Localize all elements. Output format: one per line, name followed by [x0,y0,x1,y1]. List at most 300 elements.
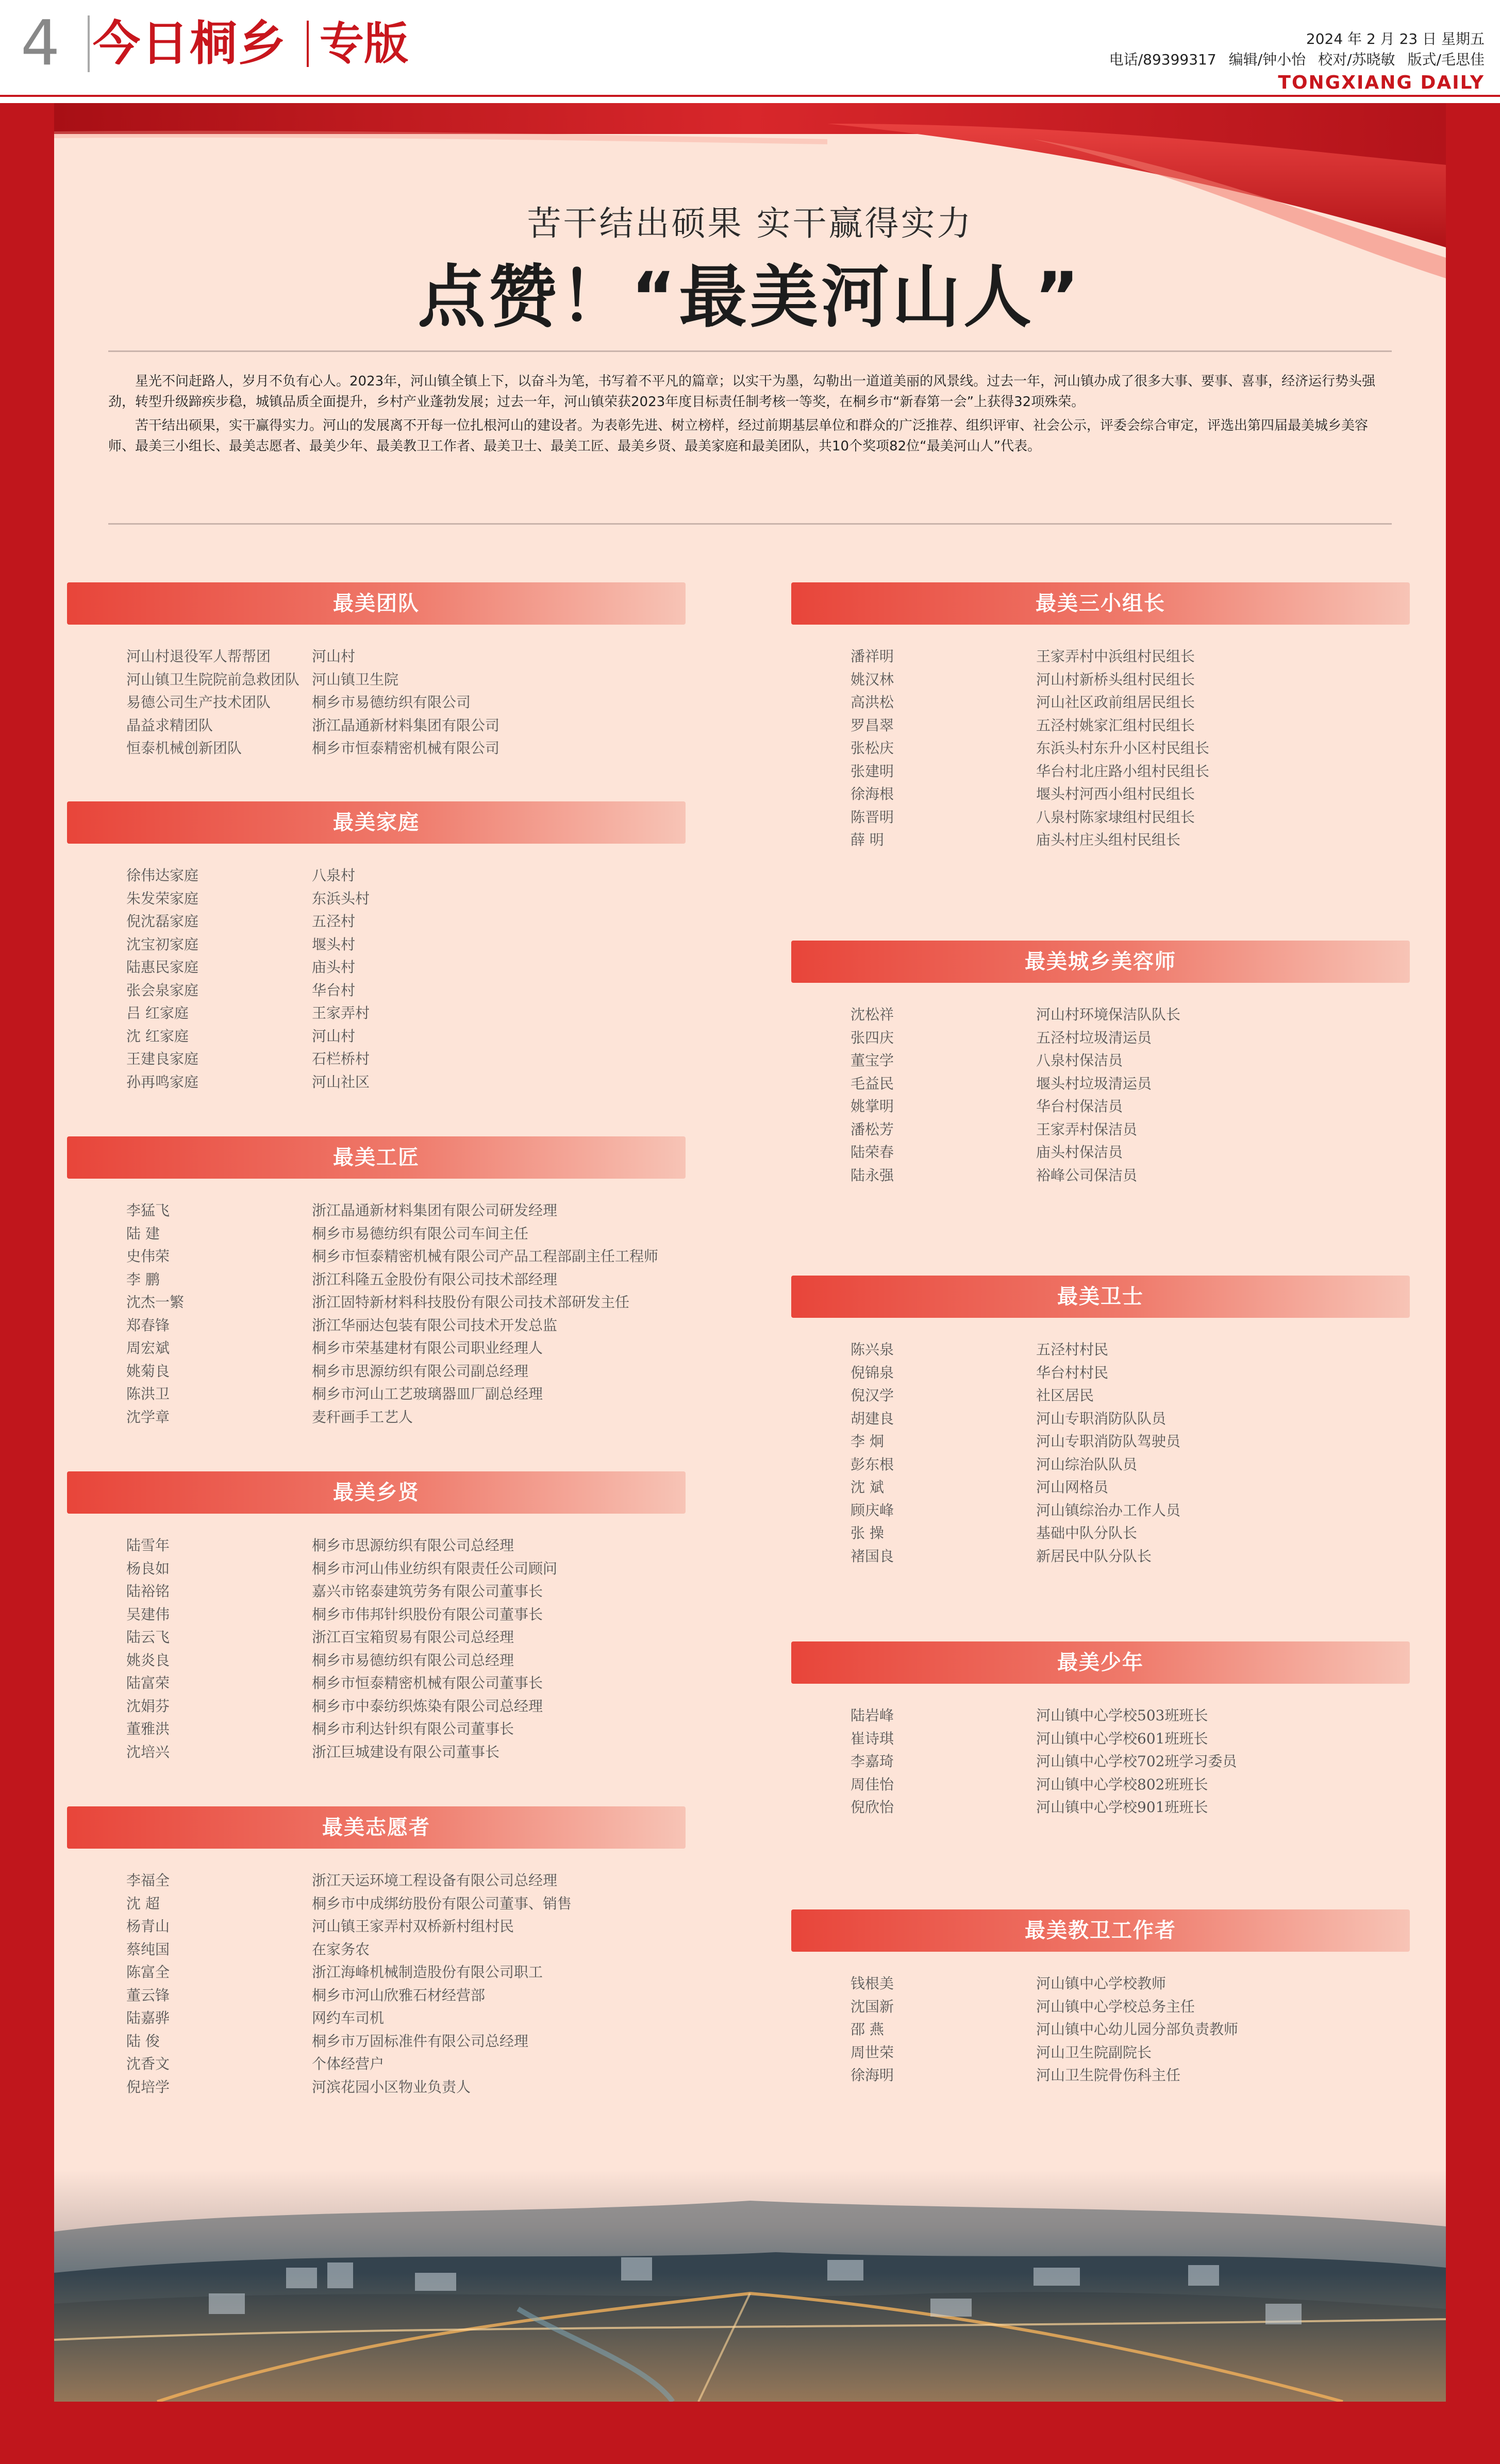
honoree-affiliation: 桐乡市恒泰精密机械有限公司 [312,740,500,757]
honoree-affiliation: 浙江晶通新材料集团有限公司 [312,716,500,734]
proofreader: 校对/苏晓敏 [1318,51,1395,68]
list-item [791,1728,1410,1751]
honoree-affiliation: 河山镇卫生院 [312,671,399,688]
list-item [67,1718,686,1741]
award-header [791,1641,1410,1684]
honoree-affiliation: 基础中队分队长 [1036,1524,1138,1541]
list-item [67,668,686,692]
list-item [791,829,1410,852]
list-item [67,1245,686,1268]
honoree-affiliation: 裕峰公司保洁员 [1036,1166,1138,1184]
honoree-name: 胡建良 [851,1410,894,1427]
honoree-name: 周佳怡 [851,1775,894,1793]
award-cleaner [791,941,1410,1187]
honoree-affiliation: 王家弄村 [312,1004,370,1021]
list-item [791,1476,1410,1499]
honoree-affiliation: 庙头村 [312,959,356,976]
honoree-affiliation: 浙江天运环境工程设备有限公司总经理 [312,1872,558,1889]
poster-title: 点赞！“最美河山人” [418,258,1082,337]
list-item [791,645,1410,668]
list-item [791,1003,1410,1027]
award-title: 最美教卫工作者 [1025,1919,1176,1942]
honoree-name: 董宝学 [851,1052,894,1069]
award-title: 最美卫士 [1057,1285,1144,1309]
honoree-affiliation: 王家弄村中浜组村民组长 [1036,648,1195,665]
award-sage [67,1471,686,1764]
intro-text [108,371,1392,460]
honoree-affiliation: 河山专职消防队队员 [1036,1410,1166,1427]
honoree-name: 潘松芳 [851,1120,894,1138]
list-item [791,1072,1410,1096]
list-item [67,1649,686,1672]
award-list [791,1338,1410,1568]
list-item [67,645,686,668]
divider [88,15,90,72]
award-title: 最美三小组长 [1036,592,1165,615]
list-item [791,1407,1410,1431]
honoree-name: 彭东根 [851,1455,894,1473]
honoree-affiliation: 河山镇中心学校702班学习委员 [1036,1753,1237,1770]
honoree-affiliation: 河山镇中心幼儿园分部负责教师 [1036,2021,1239,2038]
honoree-affiliation: 网约车司机 [312,2009,385,2026]
honoree-name: 潘祥明 [851,648,894,665]
list-item [791,760,1410,783]
honoree-name: 沈宝初家庭 [126,935,199,953]
honoree-name: 李猛飞 [126,1202,170,1219]
honoree-name: 周宏斌 [126,1339,170,1356]
list-item [791,1996,1410,2019]
honoree-affiliation: 河山社区政前组居民组长 [1036,694,1195,711]
list-item [67,1961,686,1984]
honoree-name: 陈兴泉 [851,1341,894,1358]
award-title: 最美少年 [1057,1651,1144,1674]
honoree-affiliation: 华台村 [312,981,356,999]
honoree-name: 陆 建 [126,1225,160,1242]
honoree-name: 倪锦泉 [851,1364,894,1381]
honoree-affiliation: 桐乡市河山欣雅石材经营部 [312,1986,486,2004]
honoree-affiliation: 桐乡市河山工艺玻璃器皿厂副总经理 [312,1385,543,1402]
list-item [67,2030,686,2053]
honoree-affiliation: 河滨花园小区物业负责人 [312,2078,471,2096]
award-title: 最美工匠 [333,1146,420,1169]
list-item [67,1048,686,1071]
honoree-name: 高洪松 [851,694,894,711]
honoree-affiliation: 河山卫生院骨伤科主任 [1036,2067,1181,2084]
honoree-affiliation: 河山村环境保洁队队长 [1036,1006,1181,1023]
honoree-name: 陈晋明 [851,808,894,826]
newspaper-logo: 今日桐乡 [93,15,287,71]
list-item [67,864,686,887]
honoree-name: 顾庆峰 [851,1501,894,1519]
honoree-name: 陆 俊 [126,2032,160,2050]
honoree-name: 沈杰一繁 [126,1294,185,1311]
honoree-name: 易德公司生产技术团队 [126,694,271,711]
staff-credits [1097,49,1485,70]
honoree-name: 吴建伟 [126,1605,170,1623]
honoree-name: 张四庆 [851,1029,894,1046]
honoree-name: 杨良如 [126,1560,170,1577]
list-item [791,1522,1410,1545]
award-list [67,645,686,760]
list-item [67,1406,686,1429]
list-item [791,1164,1410,1187]
issue-date: 2024 年 2 月 23 日 星期五 [1306,30,1485,47]
honoree-name: 倪欣怡 [851,1799,894,1816]
honoree-affiliation: 八泉村陈家埭组村民组长 [1036,808,1195,826]
honoree-name: 徐海明 [851,2067,894,2084]
award-title: 最美团队 [333,592,420,615]
honoree-name: 倪培学 [126,2078,170,2096]
phone: 电话/89399317 [1109,51,1216,68]
honoree-affiliation: 桐乡市利达针织有限公司董事长 [312,1720,514,1737]
honoree-name: 陆惠民家庭 [126,959,199,976]
honoree-affiliation: 华台村保洁员 [1036,1098,1123,1115]
editor: 编辑/钟小怡 [1228,51,1306,68]
honoree-affiliation: 桐乡市河山伟业纺织有限责任公司顾问 [312,1560,558,1577]
list-item [67,956,686,979]
list-item [791,806,1410,829]
list-item [67,1603,686,1627]
honoree-name: 陆永强 [851,1166,894,1184]
list-item [67,1291,686,1314]
honoree-affiliation: 庙头村庄头组村民组长 [1036,831,1181,848]
award-guardian [791,1276,1410,1568]
list-item [791,1095,1410,1118]
honoree-affiliation: 桐乡市万固标准件有限公司总经理 [312,2032,529,2050]
honoree-name: 恒泰机械创新团队 [126,740,242,757]
list-item [791,1750,1410,1773]
list-item [791,1499,1410,1522]
honoree-name: 李嘉琦 [851,1753,894,1770]
award-group-leader [791,582,1410,852]
list-item [67,1938,686,1962]
list-item [67,1557,686,1581]
honoree-affiliation: 五泾村 [312,913,356,930]
honoree-name: 周世荣 [851,2043,894,2061]
list-item [67,1580,686,1603]
award-list [791,1003,1410,1187]
list-item [67,933,686,957]
list-item [791,1384,1410,1407]
list-item [791,1796,1410,1819]
honoree-affiliation: 桐乡市思源纺织有限公司副总经理 [312,1362,529,1380]
divider [108,523,1392,525]
honoree-name: 陆富荣 [126,1674,170,1691]
honoree-affiliation: 麦秆画手工艺人 [312,1408,413,1426]
honoree-name: 沈学章 [126,1408,170,1426]
honoree-name: 沈 红家庭 [126,1027,189,1045]
list-item [67,1534,686,1557]
honoree-name: 沈国新 [851,1998,894,2015]
list-item [791,2064,1410,2087]
honoree-name: 徐海根 [851,785,894,802]
honoree-name: 孙再鸣家庭 [126,1073,199,1091]
honoree-affiliation: 河山镇中心学校901班班长 [1036,1799,1208,1816]
list-item [67,1360,686,1383]
list-item [791,1430,1410,1453]
honoree-affiliation: 桐乡市恒泰精密机械有限公司董事长 [312,1674,543,1691]
honoree-name: 陆裕铭 [126,1583,170,1600]
honoree-name: 河山村退役军人帮帮团 [126,648,271,665]
poster-body [54,103,1446,2402]
honoree-affiliation: 桐乡市荣基建材有限公司职业经理人 [312,1339,543,1356]
honoree-affiliation: 浙江海峰机械制造股份有限公司职工 [312,1964,543,1981]
honoree-affiliation: 河山社区 [312,1073,370,1091]
award-title: 最美家庭 [333,811,420,834]
honoree-name: 晶益求精团队 [126,716,213,734]
list-item [67,1892,686,1916]
honoree-affiliation: 河山镇综治办工作人员 [1036,1501,1181,1519]
list-item [67,737,686,760]
award-list [67,864,686,1094]
masthead-rule [0,95,1500,97]
list-item [791,1453,1410,1477]
honoree-affiliation: 庙头村保洁员 [1036,1144,1123,1161]
masthead-info [1097,29,1485,70]
award-list [67,1869,686,2099]
honoree-affiliation: 河山村 [312,648,356,665]
honoree-name: 姚炎良 [126,1651,170,1669]
award-volunteer [67,1806,686,2099]
list-item [67,1695,686,1718]
honoree-name: 陆岩峰 [851,1707,894,1724]
list-item [67,1314,686,1337]
honoree-name: 崔诗琪 [851,1730,894,1747]
list-item [67,979,686,1002]
honoree-affiliation: 新居民中队分队长 [1036,1547,1152,1565]
honoree-affiliation: 堰头村垃圾清运员 [1036,1075,1152,1092]
honoree-affiliation: 桐乡市易德纺织有限公司车间主任 [312,1225,529,1242]
honoree-name: 陆嘉骅 [126,2009,170,2026]
list-item [791,668,1410,692]
list-item [791,737,1410,760]
list-item [67,1025,686,1048]
honoree-affiliation: 河山镇中心学校503班班长 [1036,1707,1208,1724]
divider [307,21,309,67]
honoree-affiliation: 桐乡市思源纺织有限公司总经理 [312,1537,514,1554]
honoree-name: 蔡纯国 [126,1940,170,1958]
award-list [67,1199,686,1429]
list-item [67,1984,686,2007]
honoree-affiliation: 浙江晶通新材料集团有限公司研发经理 [312,1202,558,1219]
divider [108,350,1392,352]
award-family [67,801,686,1094]
award-list [791,1972,1410,2087]
award-title: 最美志愿者 [322,1816,430,1839]
honoree-name: 陆荣春 [851,1144,894,1161]
intro-paragraph: 苦干结出硕果，实干赢得实力。河山的发展离不开每一位扎根河山的建设者。为表彰先进、树立榜样，经过前期基层单位和群众的广泛推荐、组织评审、社会公示，评委会综合审定，评选出第四届最美城乡美容师、最美三小组长、最美志愿者、最美少年、最美教卫工作者、最美卫士、最美工匠、最美乡贤、最美家庭和最美团队，共10个奖项82位“最美河山人”代表。 [108,418,1369,454]
honoree-affiliation: 河山镇中心学校教师 [1036,1975,1166,1992]
honoree-name: 褚国良 [851,1547,894,1565]
honoree-name: 陆云飞 [126,1629,170,1646]
honoree-name: 河山镇卫生院院前急救团队 [126,671,300,688]
award-header [67,1806,686,1849]
honoree-affiliation: 桐乡市中成绑纺股份有限公司董事、销售 [312,1895,572,1912]
honoree-affiliation: 东浜头村东升小区村民组长 [1036,740,1210,757]
award-youth [791,1641,1410,1819]
honoree-name: 张会泉家庭 [126,981,199,999]
list-item [67,1337,686,1360]
honoree-affiliation: 五泾村姚家汇组村民组长 [1036,716,1195,734]
list-item [791,1141,1410,1164]
list-item [791,1027,1410,1050]
honoree-name: 罗昌翠 [851,716,894,734]
honoree-name: 史伟荣 [126,1248,170,1265]
honoree-name: 沈娟芬 [126,1697,170,1715]
honoree-name: 姚菊良 [126,1362,170,1380]
honoree-affiliation: 堰头村 [312,935,356,953]
list-item [67,887,686,911]
list-item [67,1741,686,1764]
honoree-name: 沈培兴 [126,1743,170,1761]
honoree-affiliation: 桐乡市易德纺织有限公司 [312,694,471,711]
honoree-name: 张建明 [851,762,894,780]
honoree-name: 姚掌明 [851,1098,894,1115]
masthead [0,0,1500,103]
list-item [67,2007,686,2030]
honoree-affiliation: 社区居民 [1036,1387,1094,1404]
award-header [791,1909,1410,1952]
award-craftsman [67,1136,686,1429]
list-item [67,1672,686,1695]
honoree-name: 沈松祥 [851,1006,894,1023]
honoree-affiliation: 河山村 [312,1027,356,1045]
honoree-affiliation: 浙江固特新材料科技股份有限公司技术部研发主任 [312,1294,630,1311]
english-name: TONGXIANG DAILY [1269,72,1485,93]
honoree-name: 董雅洪 [126,1720,170,1737]
award-list [791,645,1410,852]
honoree-name: 沈 斌 [851,1479,884,1496]
layout-credit: 版式/毛思佳 [1407,51,1485,68]
list-item [67,1383,686,1406]
honoree-affiliation: 桐乡市恒泰精密机械有限公司产品工程部副主任工程师 [312,1248,659,1265]
list-item [791,691,1410,714]
list-item [67,910,686,933]
list-item [67,691,686,714]
list-item [67,1199,686,1222]
honoree-name: 李福全 [126,1872,170,1889]
section-name: 专版 [320,18,408,70]
honoree-name: 沈 超 [126,1895,160,1912]
honoree-name: 陈洪卫 [126,1385,170,1402]
award-list [791,1704,1410,1819]
honoree-affiliation: 八泉村保洁员 [1036,1052,1123,1069]
list-item [791,1545,1410,1568]
award-team [67,582,686,760]
honoree-name: 郑春锋 [126,1316,170,1334]
award-educator [791,1909,1410,2087]
honoree-name: 徐伟达家庭 [126,867,199,884]
poster-frame [0,103,1500,2464]
list-item [67,1626,686,1649]
award-header [67,801,686,844]
list-item [67,1222,686,1246]
list-item [791,2041,1410,2065]
honoree-name: 李 鹏 [126,1270,160,1288]
honoree-affiliation: 桐乡市中泰纺织炼染有限公司总经理 [312,1697,543,1715]
honoree-affiliation: 华台村村民 [1036,1364,1109,1381]
honoree-affiliation: 浙江百宝箱贸易有限公司总经理 [312,1629,514,1646]
honoree-affiliation: 河山镇中心学校802班班长 [1036,1775,1208,1793]
page-number: 4 [21,8,60,79]
list-item [791,1972,1410,1996]
honoree-affiliation: 桐乡市易德纺织有限公司总经理 [312,1651,514,1669]
honoree-name: 姚汉林 [851,671,894,688]
list-item [791,714,1410,737]
list-item [791,1362,1410,1385]
list-item [791,1338,1410,1362]
honoree-affiliation: 浙江科隆五金股份有限公司技术部经理 [312,1270,558,1288]
honoree-affiliation: 八泉村 [312,867,356,884]
list-item [791,2018,1410,2041]
list-item [791,1773,1410,1797]
award-header [791,941,1410,983]
honoree-name: 吕 红家庭 [126,1004,189,1021]
list-item [67,1268,686,1292]
honoree-name: 董云锋 [126,1986,170,2004]
honoree-affiliation: 浙江巨城建设有限公司董事长 [312,1743,500,1761]
honoree-affiliation: 河山村新桥头组村民组长 [1036,671,1195,688]
honoree-name: 朱发荣家庭 [126,890,199,907]
honoree-affiliation: 河山镇王家弄村双桥新村组村民 [312,1918,514,1935]
honoree-name: 李 炯 [851,1433,884,1450]
list-item [791,1049,1410,1072]
award-header [791,582,1410,625]
intro-paragraph: 星光不问赶路人，岁月不负有心人。2023年，河山镇全镇上下，以奋斗为笔，书写着不平凡的篇章；以实干为墨，勾勒出一道道美丽的风景线。过去一年，河山镇办成了很多大事、要事、喜事，经济运行势头强劲，转型升级蹄疾步稳，城镇品质全面提升，乡村产业蓬勃发展；过去一年，河山镇荣获2023年度目标责任制考核一等奖，在桐乡市“新春第一会”上获得32项殊荣。 [108,374,1376,410]
honoree-name: 张 操 [851,1524,884,1541]
honoree-affiliation: 河山网格员 [1036,1479,1109,1496]
award-title: 最美乡贤 [333,1481,420,1504]
honoree-affiliation: 堰头村河西小组村民组长 [1036,785,1195,802]
honoree-name: 王建良家庭 [126,1050,199,1067]
honoree-name: 倪汉学 [851,1387,894,1404]
town-aerial-photo [54,2170,1446,2402]
list-item [67,2053,686,2076]
honoree-name: 钱根美 [851,1975,894,1992]
honoree-affiliation: 浙江华丽达包装有限公司技术开发总监 [312,1316,558,1334]
honoree-name: 毛益民 [851,1075,894,1092]
list-item [791,1704,1410,1728]
list-item [67,1002,686,1025]
honoree-affiliation: 河山卫生院副院长 [1036,2043,1152,2061]
honoree-affiliation: 河山专职消防队驾驶员 [1036,1433,1181,1450]
honoree-affiliation: 五泾村垃圾清运员 [1036,1029,1152,1046]
list-item [791,783,1410,806]
honoree-affiliation: 华台村北庄路小组村民组长 [1036,762,1210,780]
honoree-name: 陈富全 [126,1964,170,1981]
award-list [67,1534,686,1764]
list-item [67,1071,686,1094]
list-item [67,2076,686,2099]
honoree-name: 薛 明 [851,831,884,848]
honoree-affiliation: 桐乡市伟邦针织股份有限公司董事长 [312,1605,543,1623]
honoree-affiliation: 石栏桥村 [312,1050,370,1067]
honoree-affiliation: 东浜头村 [312,890,370,907]
honoree-name: 陆雪年 [126,1537,170,1554]
honoree-name: 杨青山 [126,1918,170,1935]
honoree-affiliation: 个体经营户 [312,2055,385,2072]
honoree-affiliation: 河山镇中心学校601班班长 [1036,1730,1208,1747]
list-item [67,1869,686,1892]
award-header [67,1136,686,1179]
list-item [791,1118,1410,1142]
list-item [67,714,686,737]
honoree-affiliation: 河山综治队队员 [1036,1455,1138,1473]
honoree-affiliation: 在家务农 [312,1940,370,1958]
honoree-name: 张松庆 [851,740,894,757]
award-title: 最美城乡美容师 [1025,950,1176,974]
honoree-affiliation: 河山镇中心学校总务主任 [1036,1998,1195,2015]
